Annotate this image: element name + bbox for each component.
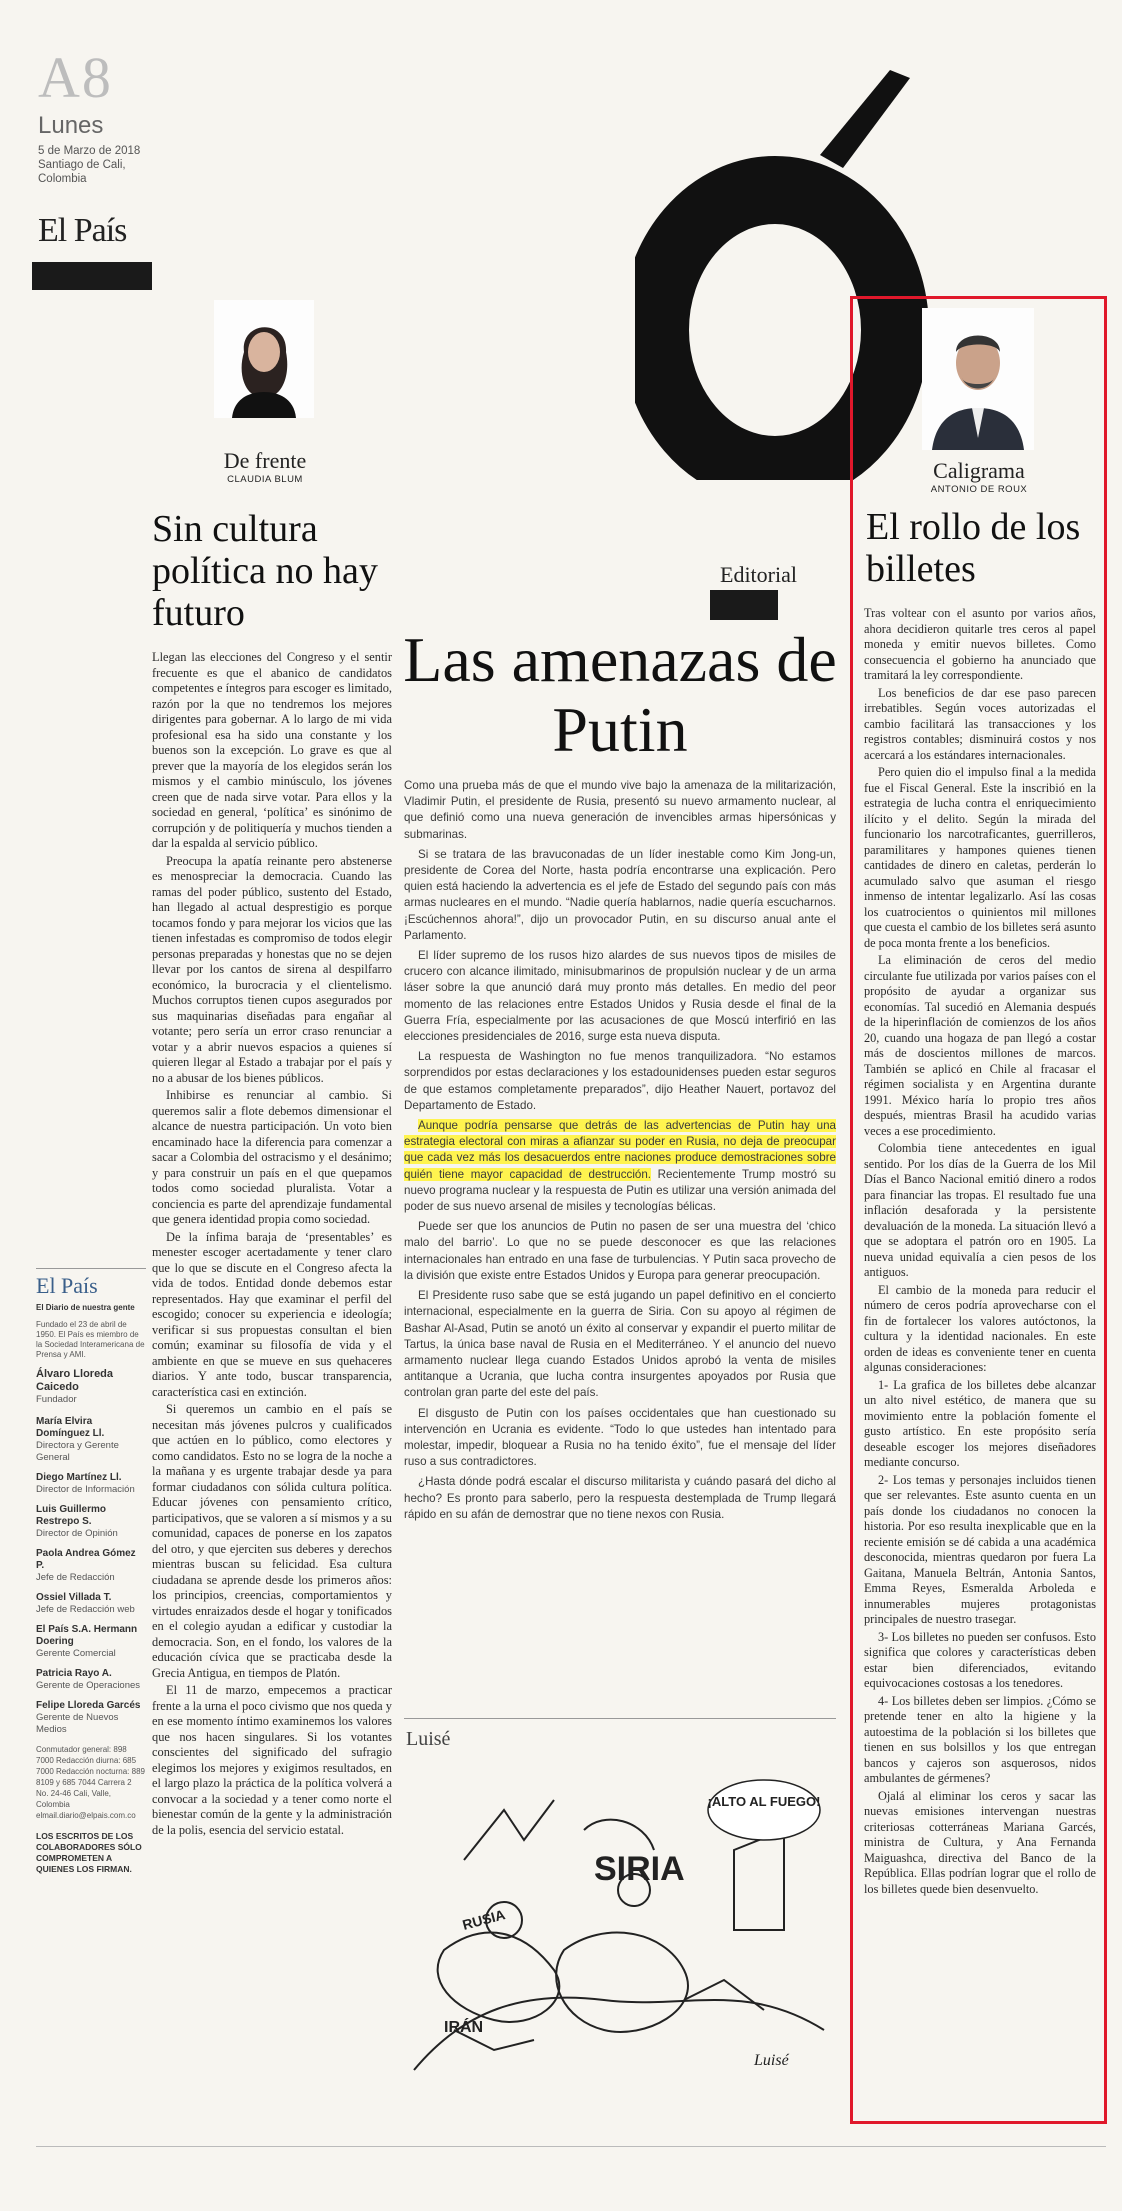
right-paragraph: 3- Los billetes no pueden ser confusos. Esto significa que colores y características deben estar bien diferenciados, evitando equivocaciones costosas a los tenedores.	[864, 1629, 1096, 1690]
cartoon-label-iran: IRÁN	[444, 2019, 484, 2036]
left-paragraph: Si queremos un cambio en el país se necesitan más jóvenes pulcros y cualificados que actúen en lo público, como electores y como candidatos. Esto no se logra de la noche a la mañana y es urgente trabajar desde ya para formar ciudadanos con sólida cultura política. Educar jóvenes con pensamiento crítico, participativos, que se valoren a sí mismos y a su comunidad, capaces de ponerse en los zapatos del otro, y que ejerciten sus deberes y derechos mientras buscan su felicidad. Esa cultura ciudadana se aprende desde los primeros años: los principios, creencias, comportamientos y virtudes enraizados desde el hogar y tonificados en el colegio ayudan a edificar y custodiar la democracia. Son, en el fondo, los valores de la educación cívica que se practicaba desde la Grecia Antigua, en tiempos de Platón.	[152, 1402, 392, 1680]
cartoon-label-rusia: RUSIA	[460, 1906, 507, 1933]
right-headline: El rollo de los billetes	[866, 506, 1081, 590]
masthead-box	[36, 1268, 146, 1875]
editorial-paragraph: Puede ser que los anuncios de Putin no pasen de ser una muestra del ‘chico malo del barrio’. Lo que no se puede desconocer es que las relaciones internacionales han entrado en una fase de turbulencias. Y Putin saca provecho de la división que existe entre Estados Unidos y Europa para generar preocupación.	[404, 1220, 836, 1282]
founded-text: Fundado el 23 de abril de 1950. El País es miembro de la Sociedad Interamericana de Prensa y AMI.	[36, 1320, 145, 1359]
disclaimer: LOS ESCRITOS DE LOS COLABORADORES SÓLO COMPROMETEN A QUIENES LOS FIRMAN.	[36, 1831, 142, 1874]
staff-entry: Felipe Lloreda Garcés Gerente de Nuevos Medios	[36, 1700, 141, 1735]
staff-entry: Paola Andrea Gómez P. Jefe de Redacción	[36, 1548, 136, 1583]
left-section-name: De frente	[223, 448, 307, 473]
author-photo-antonio-de-roux	[922, 308, 1034, 450]
left-article-body	[152, 650, 392, 1840]
cartoon-signature: Luisé	[754, 2052, 789, 2069]
right-article-body	[864, 606, 1096, 1899]
cartoon-illustration	[404, 1770, 836, 2080]
right-paragraph: Colombia tiene antecedentes en igual sentido. Por los días de la Guerra de los Mil Días el Banco Nacional emitió dinero a rodos para financiar las tropas. El resultado fue una inflación desaforada y la persistente devaluación de la moneda. La situación llevó a que se adoptara el patrón oro en 1905. La nueva unidad equivalía a cien pesos de los antiguos.	[864, 1141, 1096, 1279]
editorial-headline: Las amenazas de Putin	[403, 624, 837, 765]
left-paragraph: Llegan las elecciones del Congreso y el sentir frecuente es que el abanico de candidatos competentes e íntegros para escoger es limitado, razón por la que no tendremos los mejores dirigentes para gobernar. A lo largo de mi vida profesional esa ha sido una constante y los buenos son la excepción. Lo grave es que al prever que la mayoría de los elegidos serán los mismos y el cambio minúsculo, los jóvenes creen que de nada sirve votar. Para ellos y la sociedad en general, ‘política’ es sinónimo de corrupción y de politiquería y muchos tienden a dar la espalda al servicio público.	[152, 650, 392, 850]
left-paragraph: Inhibirse es renunciar al cambio. Si queremos salir a flote debemos dimensionar el alcance de nuestra participación. Un voto bien encaminado hace la diferencia para comenzar a sacar a Colombia del ostracismo y el desánimo; y para construir un país en el que quepamos todos como sociedad pluralista. Votar a conciencia es parte del aprendizaje fundamental que genera identidad propia como sociedad.	[152, 1088, 392, 1226]
cartoon-divider	[404, 1718, 836, 1719]
staff-entry: María Elvira Domínguez Ll. Directora y Gerente General	[36, 1416, 119, 1463]
editorial-paragraph: El Presidente ruso sabe que se está jugando un papel definitivo en el concierto internacional, especialmente en la guerra de Siria. Con su apoyo al régimen de Bashar Al-Asad, Putin se anotó un éxito al conservar y expandir el puerto militar de Tartus, la única base naval de Rusia en el Mediterráneo. Y el anuncio del nuevo armamento nuclear llega cuando Estados Unidos aprobó la venta de misiles antitanque a Ucrania, que lucha contra insurgentes apoyados por Rusia que controlan gran parte del este del país.	[404, 1289, 836, 1400]
contact-info: Conmutador general: 898 7000 Redacción diurna: 685 7000 Redacción nocturna: 889 8109 y 685 7044 Carrera 2 No. 24-46 Cali, Valle, Colombia elmail.diario@elpais.com.co	[36, 1745, 145, 1820]
author-photo-claudia-blum	[214, 300, 314, 418]
weekday: Lunes	[38, 112, 104, 139]
right-paragraph: Los beneficios de dar ese paso parecen irrebatibles. Según voces autorizadas el cambio facilitará las transacciones y los registros contables; disminuirá costos y nos acercará a los estándares internacionales.	[864, 685, 1096, 762]
left-paragraph: El 11 de marzo, empecemos a practicar frente a la urna el poco civismo que nos queda y en ese momento íntimo examinemos los valores que nos hacen singulares. Si los votantes conscientes del significado del sufragio elegimos los mejores y exigimos resultados, en el largo plazo la práctica de la política volverá a convocar a la sociedad y a tener como norte el bienestar común de la gente y la administración de la polis, esencia del servicio estatal.	[152, 1683, 392, 1837]
staff-entry: El País S.A. Hermann Doering Gerente Comercial	[36, 1624, 138, 1659]
after-highlight-text: Recientemente Trump mostró su nuevo programa nuclear y la respuesta de Putin es utilizar una versión animada del poder de sus nuevo arsenal de misiles y tecnologías bélicas.	[404, 1167, 836, 1214]
staff-entry: Luis Guillermo Restrepo S. Director de Opinión	[36, 1504, 118, 1539]
staff-entry: Patricia Rayo A. Gerente de Operaciones	[36, 1668, 141, 1691]
editorial-paragraph: Si se tratara de las bravuconadas de un líder inestable como Kim Jong-un, presidente de Corea del Norte, hasta podría encontrarse una explicación. Pero quien está haciendo la advertencia es el jefe de Estado del segundo país con más armas nucleares en el mundo. “Nadie quería hablarnos, nadie quería escucharnos. ¡Escúchennos ahora!”, dijo un provocador Putin, en su discurso anual ante el Parlamento.	[404, 847, 836, 942]
editorial-kicker: Editorial	[720, 562, 797, 587]
cartoon-section-title: Luisé	[406, 1728, 451, 1750]
right-paragraph: 4- Los billetes deben ser limpios. ¿Cómo se pretende tener en alto la higiene y la autoestima de la población si los billetes que tienen en sus bolsillos y los que entregan bancos y cajeros son asquerosos, nidos ambulantes de gérmenes?	[864, 1693, 1096, 1785]
dateline: 5 de Marzo de 2018 Santiago de Cali, Colombia	[38, 145, 141, 185]
newspaper-logo: El País	[38, 212, 127, 249]
right-paragraph: Pero quien dio el impulso final a la medida fue el Fiscal General. Este la inscribió en la estrategia de lucha contra el enriquecimiento ilícito y el delito. Según la mirada del funcionario los narcotraficantes, guerrilleros, paramilitares y hampones quienes tienen cantidades de dinero en caletas, perderán lo acumulado salvo que asuman el riesgo inmenso de intentar legalizarlo. Así las cosas los cuatrocientos o quinientos mil millones que cuesta el cambio de los billetes será asunto de poca monta frente a los beneficios.	[864, 765, 1096, 950]
editorial-paragraph: ¿Hasta dónde podrá escalar el discurso militarista y cuándo pasará del dicho al hecho? Es pronto para saberlo, pero la respuesta destemplada de Trump llegará rápido en su afán de demostrar que no tiene nexos con Rusia.	[404, 1475, 836, 1521]
editorial-black-bar	[710, 590, 778, 620]
masthead-tagline: El Diario de nuestra gente	[36, 1303, 135, 1312]
right-section-name: Caligrama	[933, 458, 1025, 483]
left-headline: Sin cultura política no hay futuro	[152, 508, 378, 634]
right-paragraph: Ojalá al eliminar los ceros y sacar las nuevas emisiones intervengan nuestras criteriosas cotterráneas Mariana Garcés, ministra de Cultura, y Ana Fernanda Maiguashca, directiva del Banco de la República. Ellas podrían lograr que el rollo de los billetes quede bien desenvuelto.	[864, 1788, 1096, 1896]
right-paragraph: La eliminación de ceros del medio circulante fue utilizada por varios países con el propósito de ayudar a organizar sus economías. Tal sucedió en Alemania después de la hiperinflación de comienzos de los años 20, cuando una hogaza de pan llegó a costar más de doscientos millones de marcos. También se aplicó en Chile al fracasar el régimen socialista y en Argentina durante 1991. México haría lo propio tres años después, mientras Brasil ha acudido varias veces a ese procedimiento.	[864, 953, 1096, 1138]
editorial-paragraph: Como una prueba más de que el mundo vive bajo la amenaza de la militarización, Vladimir Putin, el presidente de Rusia, presentó su nuevo armamento nuclear, al que definió como una nueva generación de invencibles armas hipersónicas y submarinas.	[404, 779, 836, 841]
editorial-paragraph: La respuesta de Washington no fue menos tranquilizadora. “No estamos sorprendidos por estas declaraciones y los estadounidenses pueden estar seguros de que estamos completamente preparados”, dijo Heather Nauert, portavoz del Departamento de Estado.	[404, 1050, 836, 1112]
staff-entry: Diego Martínez Ll. Director de Información	[36, 1472, 135, 1495]
right-author-name: ANTONIO DE ROUX	[930, 484, 1028, 495]
right-paragraph: 1- La grafica de los billetes debe alcanzar un alto nivel estético, de manera que su movimiento entre la población fomente el gusto artístico. En este propósito sería deseable escoger los mejores diseñadores mediante concurso.	[864, 1377, 1096, 1469]
left-author-name: CLAUDIA BLUM	[227, 474, 303, 485]
founder-role: Fundador	[36, 1394, 77, 1405]
founder-name: Álvaro Lloreda Caicedo	[36, 1368, 114, 1393]
cartoon-speech-text: ¡ALTO AL FUEGO!	[707, 1794, 821, 1809]
left-paragraph: Preocupa la apatía reinante pero abstenerse es menospreciar la democracia. Cuando las ramas del poder público, sustento del Estado, han llegado al actual desprestigio es porque tocamos fondo y para mejorar los vicios que las tienen infestadas es compromiso de todos elegir personas preparadas y honestas que no se dejen llevar por los cantos de sirena al despilfarro económico, la burocracia y el clientelismo. Muchos corruptos tienen cupos asegurados por sus maquinarias diseñadas para engañar al votante; pero sería un error craso renunciar a votar y a abrir nuevos espacios a quienes sí quieren llegar al Estado a trabajar por el país y no a abusar de los bienes públicos.	[152, 853, 392, 1085]
header-black-bar	[32, 262, 152, 290]
editorial-paragraph: El disgusto de Putin con los países occidentales que han cuestionado su intervención en Ucrania es evidente. “Todo lo que ustedes han intentado para molestar, impedir, bloquear a Rusia no ha tenido éxito”, fue el mensaje del líder ruso a sus contradictores.	[404, 1406, 836, 1469]
staff-entry: Ossiel Villada T. Jefe de Redacción web	[36, 1592, 135, 1615]
right-paragraph: Tras voltear con el asunto por varios años, ahora decidieron quitarle tres ceros al papel moneda y emitir nuevos billetes. Como consecuencia el gobierno ha anunciado que tramitará la ley correspondiente.	[864, 606, 1096, 682]
page-number: A8	[38, 45, 113, 110]
editorial-body	[404, 778, 836, 1527]
masthead-logo: El País	[36, 1268, 146, 1299]
highlighted-sentence: Aunque podría pensarse que detrás de las advertencias de Putin hay una estrategia electoral con miras a afianzar su poder en Rusia, no deja de preocupar que cada vez más los desacuerdos entre naciones produce demostraciones sobre quién tiene mayor capacidad de destrucción.	[404, 1119, 836, 1181]
editorial-paragraph-highlighted	[404, 1118, 836, 1215]
right-paragraph: 2- Los temas y personajes incluidos tienen que ser relevantes. Este asunto cuenta en un país donde los ciudadanos no conocen la historia. Por eso resulta inexplicable que en la reciente emisión se dé cabida a una académica desconocida, mientras quedaron por fuera La Gaitana, Manuela Beltrán, Antonia Santos, Emma Reyes, Esmeralda Arboleda e innumerables mujeres protagonistas principales de nuestro trasegar.	[864, 1472, 1096, 1626]
editorial-paragraph: El líder supremo de los rusos hizo alardes de sus nuevos tipos de misiles de crucero con alcance ilimitado, minisubmarinos de propulsión nuclear y de un arma láser sobre la que anunció dará muy pronto más detalles. En medio del peor momento de las relaciones entre Estados Unidos y Rusia desde el final de la Guerra Fría, especialmente por las acusaciones de que Moscú interfirió en las elecciones presidenciales de 2016, surge esta nueva disputa.	[404, 949, 836, 1044]
bottom-rule	[36, 2146, 1106, 2147]
right-paragraph: El cambio de la moneda para reducir el número de ceros podría aprovecharse con el fin de fortalecer los valores autóctonos, la cultura y la identidad nacionales. En este orden de ideas es conveniente tener en cuenta algunas consideraciones:	[864, 1282, 1096, 1374]
cartoon-label-siria: SIRIA	[594, 1850, 685, 1888]
left-paragraph: De la ínfima baraja de ‘presentables’ es menester escoger acertadamente y tener claro que lo que se discute en el Congreso afecta la vida de todos. Entidad donde debemos estar representados. Hay que examinar el perfil del escogido; conocer su experiencia e ideología; verificar si sus propuestas consultan el bien común; examinar su filosofía de vida y el ambiente en que se mueve en sus quehaceres diarios. Y ante todo, buscar transparencia, característica casi en extinción.	[152, 1229, 392, 1399]
